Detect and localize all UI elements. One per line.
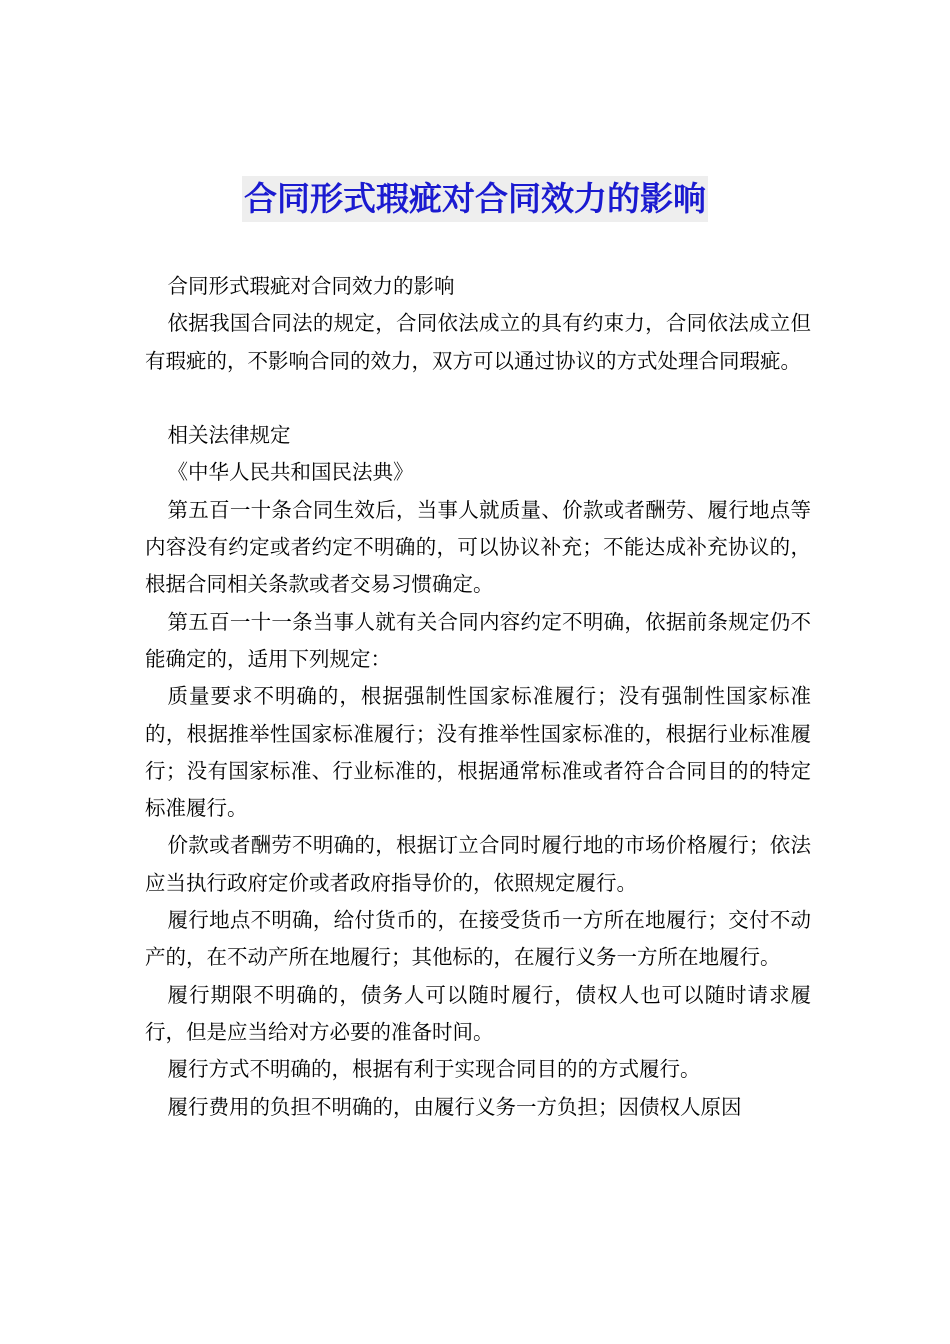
paragraph-cost: 履行费用的负担不明确的，由履行义务一方负担；因债权人原因 [167, 1094, 742, 1119]
paragraph-quality: 质量要求不明确的，根据强制性国家标准履行；没有强制性国家标准的，根据推举性国家标准履行；没有推举性国家标准的，根据行业标准履行；没有国家标准、行业标准的，根据通常标准或者符合合同目的的特定标准履行。 [145, 684, 811, 821]
paragraph-related-law-heading: 相关法律规定 [167, 423, 291, 448]
title-container [0, 176, 950, 222]
paragraph-gap [145, 380, 811, 417]
paragraph-article-510: 第五百一十条合同生效后，当事人就质量、价款或者酬劳、履行地点等内容没有约定或者约定不明确的，可以协议补充；不能达成补充协议的，根据合同相关条款或者交易习惯确定。 [145, 497, 811, 597]
paragraph-place: 履行地点不明确，给付货币的，在接受货币一方所在地履行；交付不动产的，在不动产所在地履行；其他标的，在履行义务一方所在地履行。 [145, 908, 811, 970]
paragraph-civil-code-title: 《中华人民共和国民法典》 [167, 460, 414, 485]
document-body [145, 268, 811, 1126]
paragraph-article-511: 第五百一十一条当事人就有关合同内容约定不明确，依据前条规定仍不能确定的，适用下列规定： [145, 609, 811, 671]
paragraph-summary: 依据我国合同法的规定，合同依法成立的具有约束力，合同依法成立但有瑕疵的，不影响合同的效力，双方可以通过协议的方式处理合同瑕疵。 [145, 311, 811, 373]
paragraph-price: 价款或者酬劳不明确的，根据订立合同时履行地的市场价格履行；依法应当执行政府定价或者政府指导价的，依照规定履行。 [145, 833, 811, 895]
paragraph-method: 履行方式不明确的，根据有利于实现合同目的的方式履行。 [167, 1057, 701, 1082]
paragraph-period: 履行期限不明确的，债务人可以随时履行，债权人也可以随时请求履行，但是应当给对方必要的准备时间。 [145, 982, 811, 1044]
paragraph-heading-repeat: 合同形式瑕疵对合同效力的影响 [167, 274, 455, 298]
document-title: 合同形式瑕疵对合同效力的影响 [242, 176, 708, 222]
